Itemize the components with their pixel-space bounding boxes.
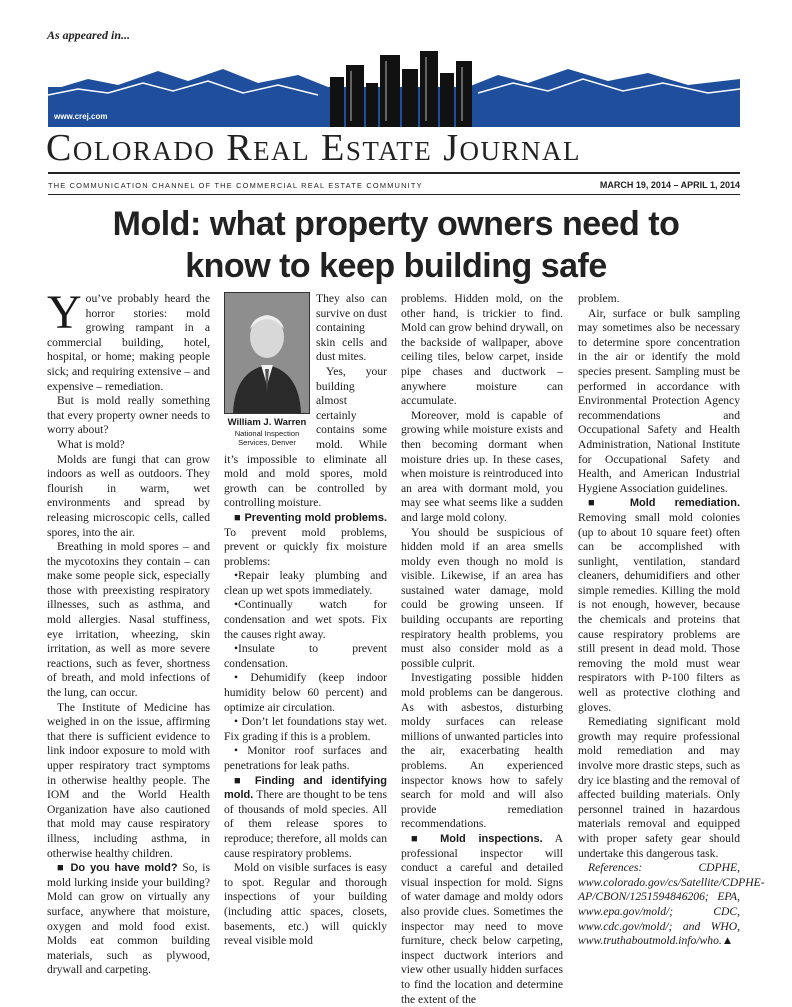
paragraph xyxy=(401,832,563,1007)
bullet-item: •Repair leaky plumbing and clean up wet spots immediately. xyxy=(224,569,387,597)
tagline: THE COMMUNICATION CHANNEL OF THE COMMERCIAL REAL ESTATE COMMUNITY xyxy=(48,181,423,190)
section-heading: Finding and identifying mold. xyxy=(224,774,387,802)
paragraph: Mold on visible surfaces is easy to spot. Regular and thorough inspections of your building (including attic spaces, closets, basements, etc.) will quickly reveal visible mold xyxy=(224,861,387,948)
article-column-4 xyxy=(578,292,765,949)
author-photo xyxy=(224,292,310,414)
article-column-3 xyxy=(401,292,563,1007)
headline-line-2: know to keep building safe xyxy=(185,247,607,285)
paragraph-text: There are thought to be tens of thousands of mold species. All of them release spores to reproduce; therefore, all molds can cause respiratory problems. xyxy=(224,788,387,860)
mountain-skyline-graphic xyxy=(48,47,740,127)
paragraph: Air, surface or bulk sampling may sometimes also be necessary to determine spore concentration in the air or identify the mold species present. Sampling must be performed in accordance with Environmental Protection Agency recommendations and Occupational Safety and Health Administration, National Institute for Occupational Safety and Health, and American Industrial Hygiene Association guidelines. xyxy=(578,306,740,495)
as-appeared-in-label: As appeared in... xyxy=(47,28,131,42)
article-headline xyxy=(60,203,732,287)
paragraph: Moreover, mold is capable of growing while moisture exists and then becoming dormant when moisture dries up. In these cases, when moisture is reintroduced into an area with dormant mold, you may see what seems like a sudden and large mold colony. xyxy=(401,408,563,524)
author-title: Services, Denver xyxy=(238,438,296,447)
paragraph: But is mold really something that every property owner needs to worry about? xyxy=(47,394,210,437)
section-square-icon: ■ xyxy=(57,862,71,875)
end-mark-icon: ▲ xyxy=(721,934,734,948)
paragraph: Investigating possible hidden mold problems can be dangerous. As with asbestos, disturbing moldy surfaces can release millions of unwanted particles into the air, exacerbating health problems. An experienced inspector knows how to safely search for mold and will also provide remediation recommendations. xyxy=(401,671,563,831)
paragraph xyxy=(47,286,210,394)
paragraph xyxy=(224,511,387,569)
section-heading: Preventing mold problems. xyxy=(244,511,387,524)
paragraph xyxy=(47,861,210,978)
headline-line-1: Mold: what property owners need to xyxy=(112,205,680,243)
references-text: References: CDPHE, www.colorado.gov/cs/Satellite/CDPHE-AP/CBON/1251594846206; EPA, www.epa.gov/mold/; CDC, www.cdc.gov/mold/; and WHO, www.truthaboutmold.info/who. xyxy=(578,861,765,948)
section-heading: Mold remediation. xyxy=(629,497,741,510)
article-column-1 xyxy=(47,286,210,978)
bullet-item: •Insulate to prevent condensation. xyxy=(224,642,387,670)
paragraph-text: Removing small mold colonies (up to about 10 square feet) often can be accomplished with sunlight, ventilation, standard cleaners, dehumidifiers and other simple remedies. Killing the mold is not enough, however, because the chemicals and proteins that cause respiratory problems are still present in dead mold. Those removing the mold must wear respirators with P-100 filters as well as protective clothing and gloves. xyxy=(578,510,740,714)
paragraph: problem. xyxy=(578,292,620,305)
paragraph: problems. Hidden mold, on the other hand, is trickier to find. Mold can grow behind drywall, on the backside of wallpaper, above ceiling tiles, below carpet, inside pipe chases and ductwork – anywhere moisture can accumulate. xyxy=(401,292,563,408)
author-title: National Inspection xyxy=(234,429,300,438)
bullet-item: • Monitor roof surfaces and penetrations for leak paths. xyxy=(224,744,387,772)
paragraph: What is mold? xyxy=(57,437,125,451)
section-square-icon: ■ xyxy=(411,832,441,845)
bullet-item: • Dehumidify (keep indoor humidity below 60 percent) and optimize air circulation. xyxy=(224,671,387,714)
paragraph-text: So, is mold lurking inside your building? Mold can grow on virtually any surface, anywhere that moisture, oxygen and mold food exist. Molds eat common building materials, such as plywood, drywall and carpeting. xyxy=(47,861,210,977)
paragraph: Breathing in mold spores – and the mycotoxins they contain – can make some people sick, especially those with preexisting respiratory illnesses, such as asthma, and mold allergies. Nasal stuffiness, eye irritation, wheezing, skin irritation, as well as more severe reactions, such as fever, shortness of breath, and mold infections of the lung, can occur. xyxy=(47,540,210,700)
author-name: William J. Warren xyxy=(227,417,307,428)
issue-dates: MARCH 19, 2014 – APRIL 1, 2014 xyxy=(599,180,740,190)
masthead-banner xyxy=(48,47,740,127)
author-photo-box xyxy=(224,292,310,447)
section-square-icon: ■ xyxy=(234,774,255,787)
paragraph: They also can survive on dust containing skin cells and dust mites. xyxy=(316,292,387,364)
bullet-item: • Don’t let foundations stay wet. Fix grading if this is a problem. xyxy=(224,715,387,743)
section-heading: Mold inspections. xyxy=(440,832,543,845)
paragraph: Remediating significant mold growth may require professional mold remediation and may involve more drastic steps, such as dry ice blasting and the removal of affected building materials. Only personnel trained in hazardous materials removal and equipped with proper safety gear should undertake this dangerous task. xyxy=(578,715,740,860)
paragraph: The Institute of Medicine has weighed in on the issue, affirming that there is sufficient evidence to link indoor exposure to mold with upper respiratory tract symptoms in otherwise healthy people. The IOM and the World Health Organization have also cautioned that mold may cause respiratory illness, including asthma, in otherwise healthy children. xyxy=(47,700,210,860)
bullet-item: •Continually watch for condensation and wet spots. Fix the causes right away. xyxy=(224,598,387,641)
section-square-icon: ■ xyxy=(234,511,245,524)
paragraph xyxy=(578,496,740,715)
section-heading: Do you have mold? xyxy=(70,862,178,875)
paragraph-text: A professional inspector will conduct a careful and detailed visual inspection for mold. Signs of water damage and moldy odors also provide clues. Sometimes the inspector may need to move furniture, check below carpeting, inspect ductwork interiors and view other usually hidden surfaces to find the location and determine the extent of the xyxy=(401,831,563,1006)
article-column-2 xyxy=(224,292,387,949)
drop-cap: Y xyxy=(47,286,82,339)
paragraph-text: To prevent mold problems, prevent or quickly fix moisture problems: xyxy=(224,525,387,568)
section-square-icon: ■ xyxy=(588,497,630,510)
references xyxy=(578,861,765,949)
masthead-rule xyxy=(48,172,740,174)
masthead-rule-bottom xyxy=(48,194,740,195)
paragraph: Yes, your building almost certainly contains some mold. While it’s impossible to eliminate all mold and mold spores, mold growth can be controlled by controlling moisture. xyxy=(224,364,387,510)
paragraph-text: ou’ve probably heard the horror stories: mold growing rampant in a commercial building, hotel, hospital, or home; making people sick; and requiring extensive – and expensive – remediation. xyxy=(47,292,210,393)
paragraph: Molds are fungi that can grow indoors as well as outdoors. They flourish in warm, wet environments and spread by releasing microscopic cells, called spores, into the air. xyxy=(47,452,210,539)
paragraph xyxy=(224,774,387,862)
newspaper-name: Colorado Real Estate Journal xyxy=(46,127,582,169)
website-url: www.crej.com xyxy=(54,112,108,121)
paragraph: You should be suspicious of hidden mold if an area smells moldy even though no mold is visible. Likewise, if an area has sustained water damage, mold could be growing unseen. If building occupants are reporting respiratory health problems, you must also consider mold as a possible culprit. xyxy=(401,525,563,670)
